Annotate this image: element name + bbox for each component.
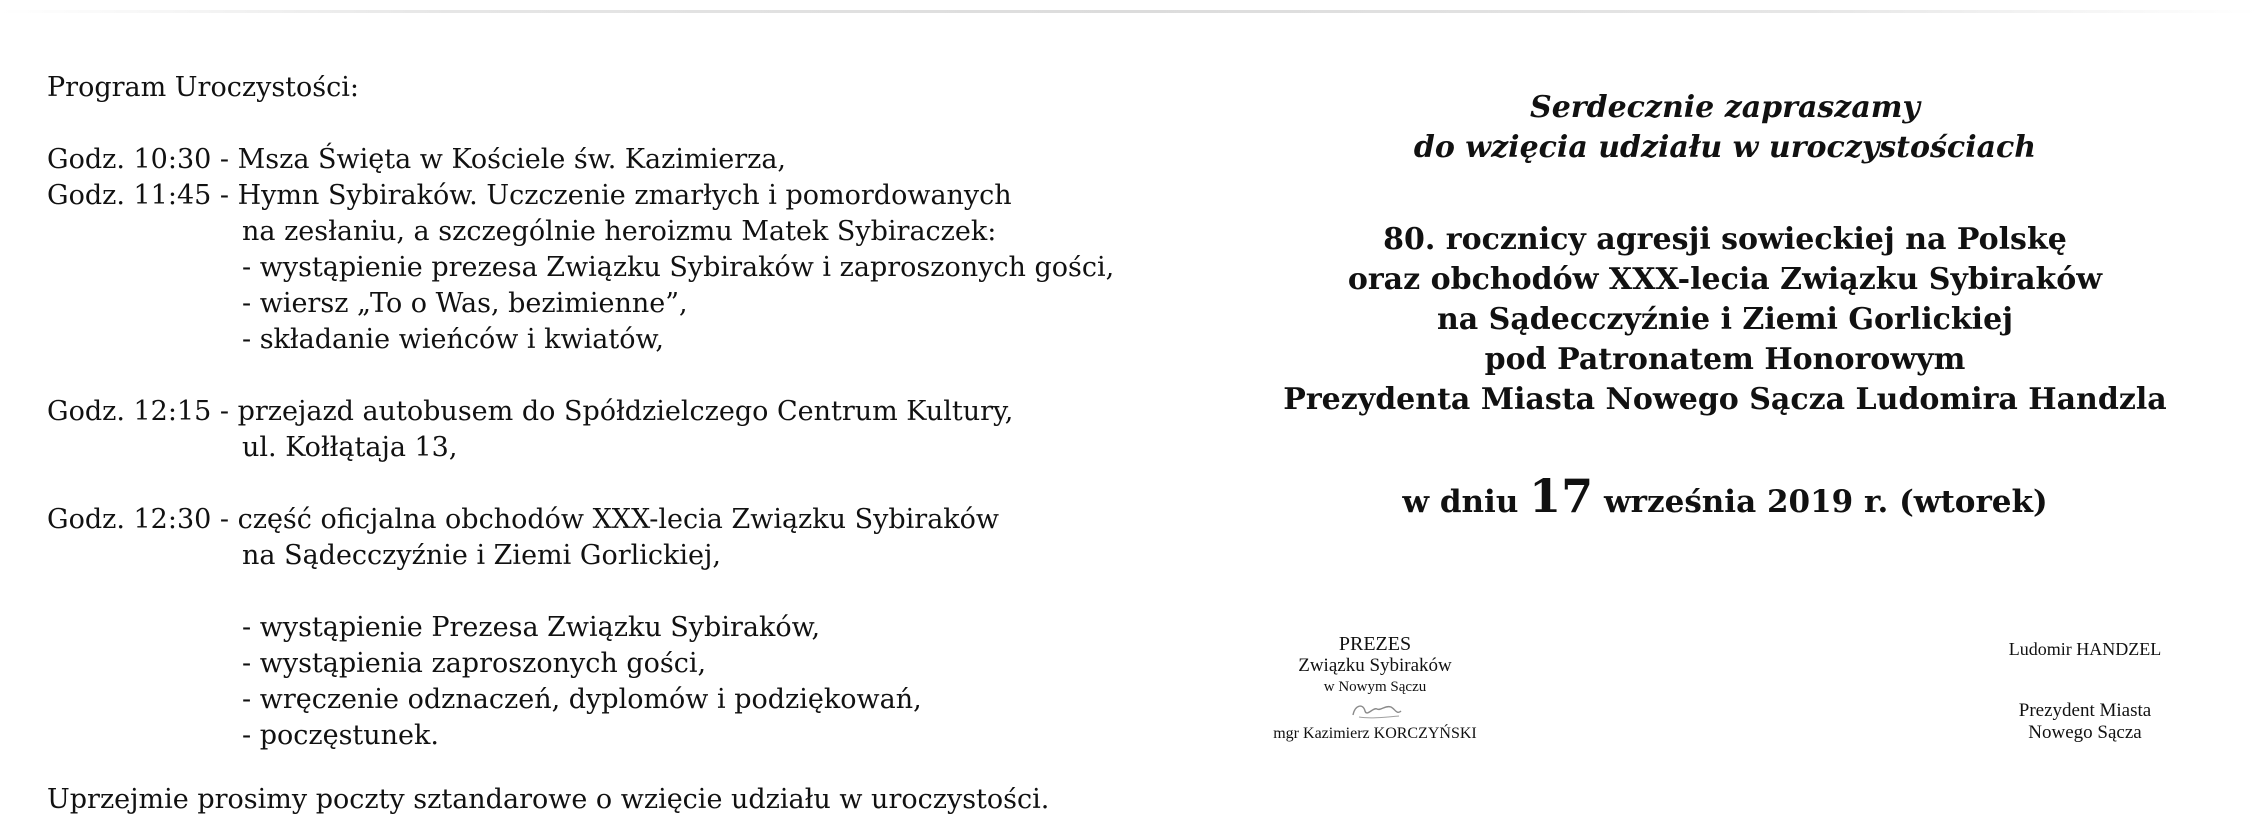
- program-panel: [47, 70, 1197, 818]
- handwritten-signature: [1245, 697, 1505, 723]
- signature-title-line-1: Prezydent Miasta: [2018, 700, 2152, 721]
- invitation-greeting: [1230, 88, 2220, 168]
- invitation-line-1: Serdecznie zapraszamy: [1530, 90, 1920, 125]
- program-item-1030: Godz. 10:30 - Msza Święta w Kościele św. Kazimierza,: [47, 144, 787, 175]
- signature-name: mgr Kazimierz KORCZYŃSKI: [1273, 725, 1477, 742]
- spacer: [47, 106, 1197, 142]
- program-subitem: - wiersz „To o Was, bezimienne”,: [242, 288, 688, 319]
- occasion-line: na Sądecczyźnie i Ziemi Gorlickiej: [1436, 302, 2014, 337]
- program-subitem: - wręczenie odznaczeń, dyplomów i podziękowań,: [242, 684, 922, 715]
- signature-title: PREZES: [1338, 633, 1412, 655]
- program-item-1145: Godz. 11:45 - Hymn Sybiraków. Uczczenie zmarłych i pomordowanych: [47, 180, 1012, 211]
- signature-org: Związku Sybiraków: [1298, 655, 1452, 676]
- occasion-line: oraz obchodów XXX-lecia Związku Sybiraków: [1347, 262, 2103, 297]
- spacer: [47, 574, 1197, 610]
- program-item-1230: Godz. 12:30 - część oficjalna obchodów XXX-lecia Związku Sybiraków: [47, 504, 1000, 535]
- signature-title-line-2: Nowego Sącza: [2028, 722, 2142, 743]
- program-subitem: - poczęstunek.: [242, 720, 439, 751]
- signature-block-president-association: [1245, 633, 1505, 745]
- invitation-line-2: do wzięcia udziału w uroczystościach: [1413, 130, 2037, 165]
- program-item-1230-cont: na Sądecczyźnie i Ziemi Gorlickiej,: [242, 540, 721, 571]
- program-heading: Program Uroczystości:: [47, 72, 359, 103]
- occasion-block: [1230, 220, 2220, 420]
- signature-block-city-president: [1965, 638, 2205, 744]
- spacer: [47, 754, 1197, 782]
- signature-name: Ludomir HANDZEL: [2008, 639, 2162, 659]
- invitation-panel: [1230, 88, 2220, 524]
- occasion-line: Prezydenta Miasta Nowego Sącza Ludomira Handzla: [1283, 382, 2167, 417]
- program-item-1215-cont: ul. Kołłątaja 13,: [242, 432, 458, 463]
- spacer: [47, 466, 1197, 502]
- program-item-1215: Godz. 12:15 - przejazd autobusem do Spółdzielczego Centrum Kultury,: [47, 396, 1014, 427]
- date-day: 17: [1529, 469, 1594, 523]
- occasion-line: 80. rocznicy agresji sowieckiej na Polskę: [1383, 222, 2067, 257]
- spacer: [47, 358, 1197, 394]
- date-rest: września 2019 r. (wtorek): [1603, 484, 2048, 520]
- event-date: [1230, 469, 2220, 524]
- program-subitem: - wystąpienie Prezesa Związku Sybiraków,: [242, 612, 821, 643]
- program-item-1145-cont: na zesłaniu, a szczególnie heroizmu Matek Sybiraczek:: [242, 216, 997, 247]
- program-subitem: - wystąpienie prezesa Związku Sybiraków i zaproszonych gości,: [242, 252, 1115, 283]
- program-subitem: - składanie wieńców i kwiatów,: [242, 324, 664, 355]
- program-closing-note: Uprzejmie prosimy poczty sztandarowe o wzięcie udziału w uroczystości.: [47, 784, 1050, 815]
- program-subitem: - wystąpienia zaproszonych gości,: [242, 648, 707, 679]
- signature-place: w Nowym Sączu: [1323, 679, 1427, 695]
- occasion-line: pod Patronatem Honorowym: [1484, 342, 1966, 377]
- scan-edge-line: [0, 10, 2259, 13]
- date-prefix: w dniu: [1402, 484, 1519, 520]
